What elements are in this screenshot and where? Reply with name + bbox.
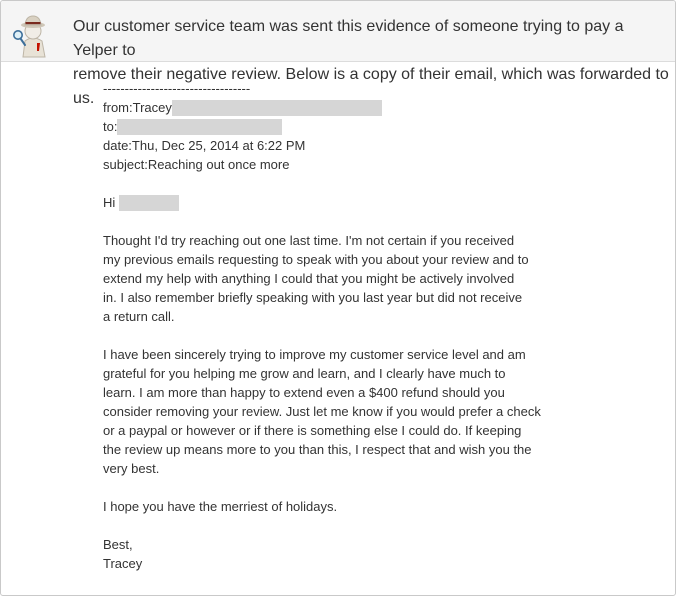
date-value: Thu, Dec 25, 2014 at 6:22 PM [131, 138, 306, 153]
redacted-recipient-name [119, 195, 179, 211]
email-paragraph-3 [103, 497, 663, 516]
paragraph-line: I have been sincerely trying to improve my customer service level and am [103, 347, 526, 362]
consumer-alert-banner [1, 1, 675, 107]
paragraph-line: Thought I'd try reaching out one last time. I'm not certain if you received [103, 233, 515, 248]
email-signoff: Best, [103, 537, 133, 552]
greeting-text: Hi [103, 195, 116, 210]
paragraph-line: my previous emails requesting to speak with you about your review and to [103, 252, 529, 267]
redacted-from-email [172, 100, 382, 116]
date-label: date: [103, 138, 132, 153]
paragraph-line: in. I also remember briefly speaking with you last year but did not receive [103, 290, 523, 305]
paragraph-line: extend my help with anything I could that you might be actively involved [103, 271, 515, 286]
email-paragraph-1 [103, 231, 663, 326]
paragraph-line: very best. [103, 461, 160, 476]
email-paragraph-2 [103, 345, 663, 478]
forwarded-email [103, 79, 663, 573]
subject-label: subject: [103, 157, 148, 172]
notice-line-1: Our customer service team was sent this evidence of someone trying to pay a Yelper to [73, 18, 624, 59]
redacted-to-email [117, 119, 282, 135]
email-greeting [103, 193, 663, 212]
email-signature: Tracey [103, 556, 143, 571]
yelp-detective-icon [9, 13, 57, 61]
from-label: from: [103, 100, 133, 115]
email-date-row [103, 136, 663, 155]
from-value: Tracey [132, 100, 172, 115]
paragraph-line: the review up means more to you than this, I respect that and wish you the [103, 442, 532, 457]
notice-line-2: remove their negative review. Below is a copy of their email, which was forwarded to us. [73, 66, 669, 107]
paragraph-line: grateful for you helping me grow and learn, and I clearly have much to [103, 366, 506, 381]
to-label: to: [103, 119, 118, 134]
paragraph-line: learn. I am more than happy to extend even a $400 refund should you [103, 385, 505, 400]
email-from-row [103, 98, 663, 117]
paragraph-line: or a paypal or however or if there is something else I could do. If keeping [103, 423, 522, 438]
subject-value: Reaching out once more [147, 157, 290, 172]
paragraph-line: I hope you have the merriest of holidays. [103, 499, 338, 514]
email-to-row [103, 117, 663, 136]
paragraph-line: consider removing your review. Just let me know if you would prefer a check [103, 404, 541, 419]
paragraph-line: a return call. [103, 309, 175, 324]
email-separator: ---------------------------------- [103, 81, 251, 96]
email-subject-row [103, 155, 663, 174]
